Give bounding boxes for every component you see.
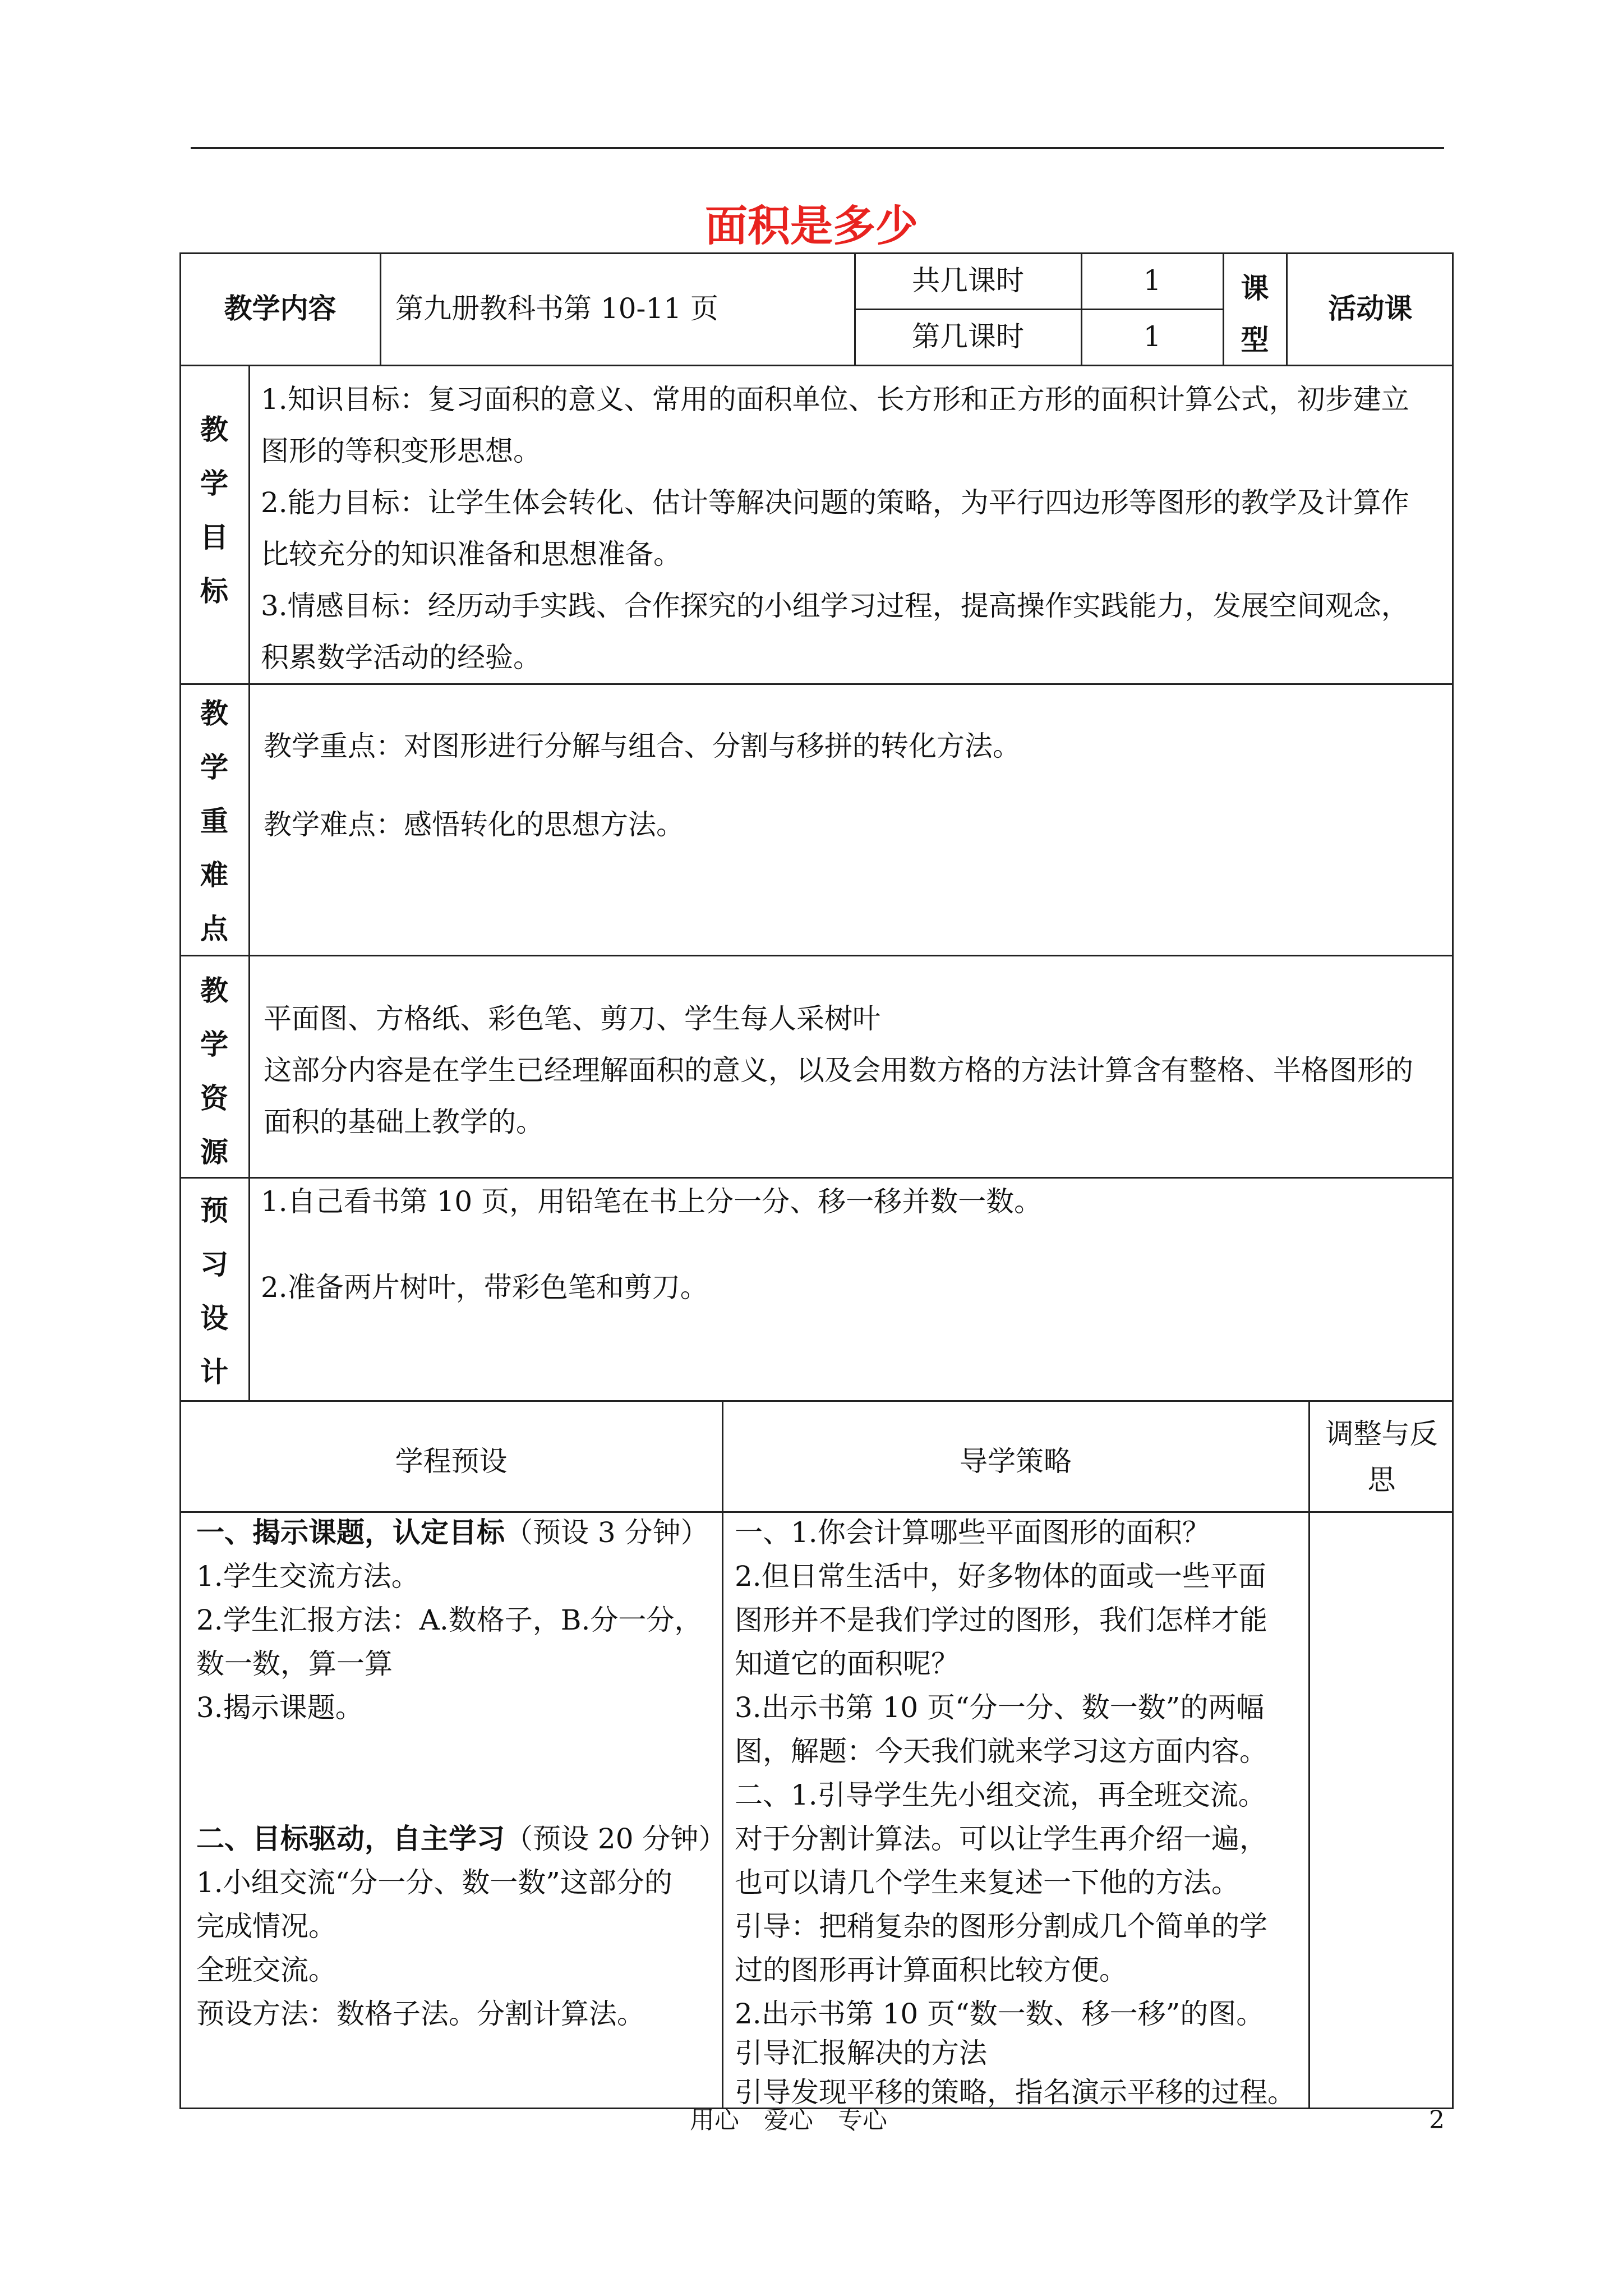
goals-label: 教 学 目 标 [200, 413, 228, 608]
list-item: 1.小组交流“分一分、数一数”这部分的 [196, 1866, 672, 1899]
preview-item-2: 2.准备两片树叶，带彩色笔和剪刀。 [261, 1271, 708, 1304]
key-points-label: 教 学 重 难 点 [200, 697, 228, 945]
list-item: 1.学生交流方法。 [196, 1560, 419, 1593]
list-item: 全班交流。 [196, 1954, 336, 1986]
teaching-resources: 平面图、方格纸、彩色笔、剪刀、学生每人采树叶 这部分内容是在学生已经理解面积的意义，以及会用数方格的方法计算含有整格、半格图形的 面积的基础上教学的。 [264, 1002, 1413, 1138]
lesson-number-value: 1 [1143, 320, 1161, 353]
teaching-goals: 1.知识目标：复习面积的意义、常用的面积单位、长方形和正方形的面积计算公式，初步建立 图形的等积变形思想。 2.能力目标：让学生体会转化、估计等解决问题的策略，为平行四边形等图形的教学及计算作 比较充分的知识准备和思想准备。 3.情感目标：经历动手实践、合作探究的小组学习过程，提高操作实践能力，发展空间观念， 积累数学活动的经验。 [261, 383, 1409, 674]
list-item: 2.出示书第 10 页“数一数、移一移”的图。 [735, 1998, 1265, 2030]
list-item: 预设方法：数格子法。分割计算法。 [196, 1998, 645, 2030]
list-item: 3.出示书第 10 页“分一分、数一数”的两幅 [735, 1691, 1265, 1724]
list-item: 一、1.你会计算哪些平面图形的面积？ [735, 1516, 1210, 1549]
preview-item-1: 1.自己看书第 10 页，用铅笔在书上分一分、移一移并数一数。 [261, 1185, 1043, 1218]
list-item: 3.揭示课题。 [196, 1691, 363, 1724]
list-item: 也可以请几个学生来复述一下他的方法。 [735, 1866, 1239, 1899]
content-value: 第九册教科书第 10-11 页 [395, 292, 718, 325]
list-item: 对于分割计算法。可以让学生再介绍一遍， [735, 1823, 1267, 1855]
resources-label: 教 学 资 源 [200, 974, 228, 1168]
list-item: 图形并不是我们学过的图形，我们怎样才能 [735, 1604, 1267, 1636]
strategy-column-header: 导学策略 [960, 1445, 1072, 1478]
list-item: 二、1.引导学生先小组交流，再全班交流。 [735, 1779, 1266, 1811]
total-lessons-label: 共几课时 [912, 264, 1024, 297]
total-lessons-value: 1 [1143, 264, 1161, 297]
list-item: 过的图形再计算面积比较方便。 [735, 1954, 1127, 1986]
list-item: 完成情况。 [196, 1910, 336, 1943]
section-2-heading: 二、目标驱动，自主学习（预设 20 分钟） [196, 1822, 727, 1855]
teaching-difficulty: 教学难点：感悟转化的思想方法。 [264, 808, 684, 841]
footer-motto: 用心 爱心 专心 [690, 2106, 887, 2134]
reflection-column-header: 调整与反 思 [1325, 1418, 1438, 1496]
list-item: 引导发现平移的策略，指名演示平移的过程。 [735, 2076, 1295, 2109]
content-label: 教学内容 [224, 292, 336, 325]
page-number: 2 [1429, 2106, 1445, 2134]
list-item: 引导汇报解决的方法 [735, 2037, 987, 2069]
lesson-type-value: 活动课 [1328, 292, 1413, 325]
list-item: 数一数，算一算 [196, 1648, 393, 1680]
list-item: 知道它的面积呢？ [735, 1648, 959, 1680]
header-rule [191, 147, 1444, 149]
teaching-focus: 教学重点：对图形进行分解与组合、分割与移拼的转化方法。 [264, 730, 1021, 762]
list-item: 2.但日常生活中，好多物体的面或一些平面 [735, 1560, 1266, 1593]
lesson-type-label: 课 型 [1241, 272, 1269, 356]
list-item: 2.学生汇报方法：A.数格子，B.分一分， [196, 1604, 703, 1636]
list-item: 图，解题：今天我们就来学习这方面内容。 [735, 1735, 1267, 1768]
section-1-heading: 一、揭示课题，认定目标（预设 3 分钟） [196, 1516, 709, 1549]
page-title: 面积是多少 [705, 201, 918, 251]
lesson-number-label: 第几课时 [912, 320, 1024, 353]
list-item: 引导：把稍复杂的图形分割成几个简单的学 [735, 1910, 1267, 1943]
process-column-header: 学程预设 [395, 1445, 508, 1478]
preview-label: 预 习 设 计 [200, 1194, 228, 1388]
